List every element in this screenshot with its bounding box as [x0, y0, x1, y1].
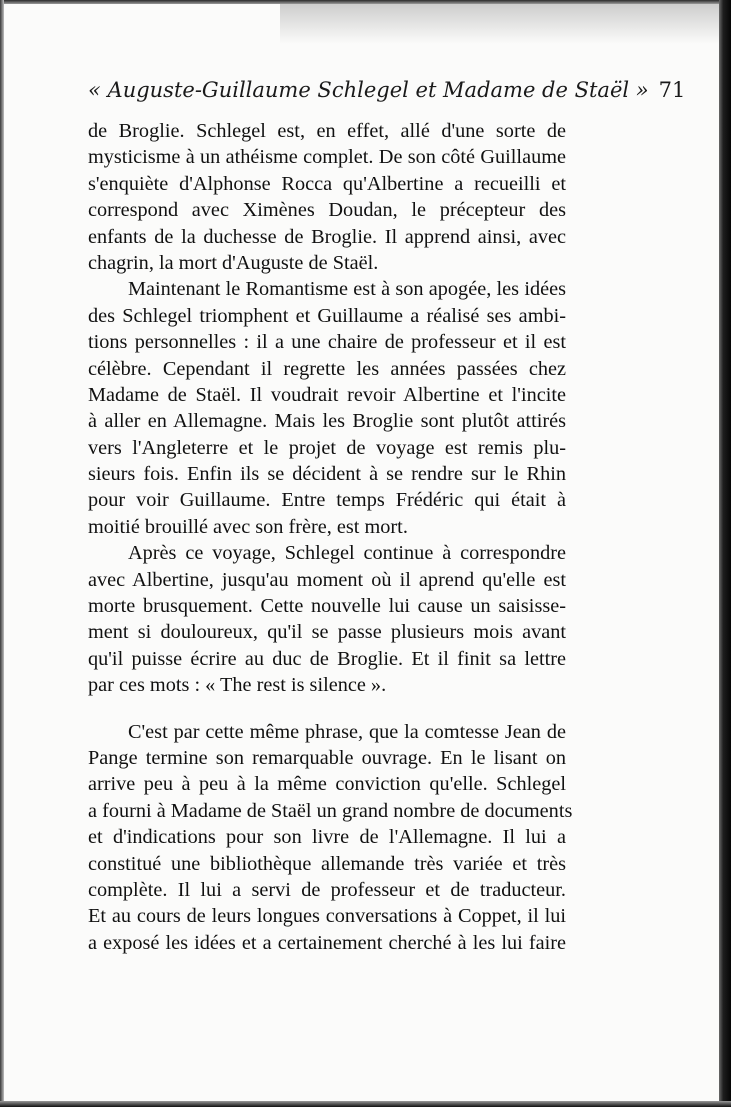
section-gap: [88, 699, 566, 719]
text-line: et d'indications pour son livre de l'Allemagne. Il lui a: [88, 826, 566, 849]
body-text: [88, 118, 573, 956]
scan-border-left: [0, 0, 4, 1107]
text-line: Maintenant le Romantisme est à son apogée, les idées: [128, 278, 566, 301]
scan-border-right: [719, 0, 731, 1107]
text-line: tions personnelles : il a une chaire de professeur et il est: [88, 331, 566, 354]
scan-shadow: [280, 4, 720, 44]
text-line: mysticisme à un athéisme complet. De son côté Guillaume: [88, 146, 566, 169]
text-line: Et au cours de leurs longues conversations à Coppet, il lui: [88, 905, 566, 928]
text-line: célèbre. Cependant il regrette les années passées chez: [88, 357, 566, 380]
text-line: ment si douloureux, qu'il se passe plusieurs mois avant: [88, 621, 566, 644]
text-line: Madame de Staël. Il voudrait revoir Albertine et l'incite: [88, 383, 566, 406]
text-line: C'est par cette même phrase, que la comtesse Jean de: [128, 720, 566, 743]
text-line: pour voir Guillaume. Entre temps Frédéric qui était à: [88, 489, 566, 512]
text-line: moitié brouillé avec son frère, est mort.: [88, 515, 408, 538]
text-line: correspond avec Ximènes Doudan, le précepteur des: [88, 199, 566, 222]
scan-border-top: [0, 0, 731, 4]
running-header: [88, 78, 686, 110]
text-line: constitué une bibliothèque allemande très variée et très: [88, 852, 566, 875]
text-line: Après ce voyage, Schlegel continue à correspondre: [128, 542, 566, 565]
text-line: qu'il puisse écrire au duc de Broglie. Et il finit sa lettre: [88, 647, 566, 670]
text-line: chagrin, la mort d'Auguste de Staël.: [88, 251, 379, 274]
text-line: morte brusquement. Cette nouvelle lui cause un saisisse-: [88, 595, 566, 618]
scan-border-bottom: [0, 1101, 731, 1107]
text-line: arrive peu à peu à la même conviction qu'elle. Schlegel: [88, 773, 566, 796]
text-line: complète. Il lui a servi de professeur et de traducteur.: [88, 878, 566, 901]
text-line: vers l'Angleterre et le projet de voyage est remis plu-: [88, 436, 566, 459]
text-line: par ces mots : « The rest is silence ».: [88, 674, 387, 697]
text-line: des Schlegel triomphent et Guillaume a réalisé ses ambi-: [88, 304, 566, 327]
text-line: a exposé les idées et a certainement cherché à les lui faire: [88, 931, 566, 954]
page-number: 71: [658, 78, 686, 102]
text-line: avec Albertine, jusqu'au moment où il aprend qu'elle est: [88, 568, 566, 591]
text-line: sieurs fois. Enfin ils se décident à se rendre sur le Rhin: [88, 463, 566, 486]
text-line: à aller en Allemagne. Mais les Broglie sont plutôt attirés: [88, 410, 566, 433]
running-title: « Auguste-Guillaume Schlegel et Madame de Staël »: [88, 78, 649, 102]
text-line: a fourni à Madame de Staël un grand nombre de documents: [88, 799, 573, 822]
text-line: de Broglie. Schlegel est, en effet, allé d'une sorte de: [88, 120, 566, 142]
text-line: Pange termine son remarquable ouvrage. En le lisant on: [88, 746, 566, 769]
text-line: enfants de la duchesse de Broglie. Il apprend ainsi, avec: [88, 225, 566, 248]
text-line: s'enquiète d'Alphonse Rocca qu'Albertine a recueilli et: [88, 172, 566, 195]
